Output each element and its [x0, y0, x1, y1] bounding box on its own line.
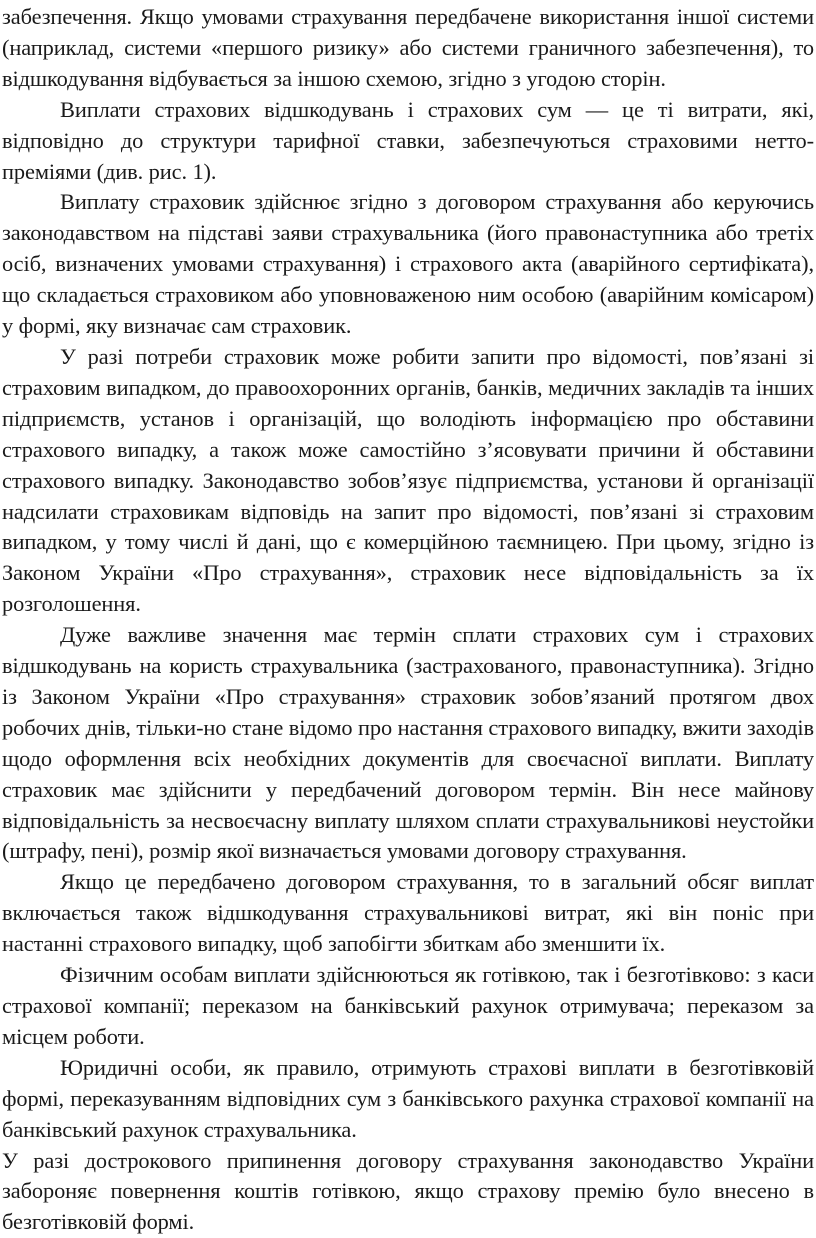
paragraph-legal-entities-payments: Юридичні особи, як правило, отримують страхові виплати в безготівковій формі, переказуванням відповідних сум з банківського рахунка страхової компанії на банківський рахунок страхувальника. — [2, 1054, 814, 1142]
paragraph-expense-compensation: Якщо це передбачено договором страхування, то в загальний обсяг виплат включається також відшкодування страхувальникові витрат, які він поніс при настанні страхового випадку, щоб запобігти збиткам або зменшити їх. — [2, 869, 814, 957]
paragraph-early-termination: У разі дострокового припинення договору страхування законодавство України забороняє повернення коштів готівкою, якщо страхову премію було внесено в безготівковій формі. — [2, 1147, 814, 1235]
paragraph-individuals-payments: Фізичним особам виплати здійснюються як готівкою, так і безготівково: з каси страхової компанії; переказом на банківський рахунок отримувача; переказом за місцем роботи. — [2, 962, 814, 1049]
paragraph-payment-basis: Виплату страховик здійснює згідно з договором страхування або керуючись законодавством на підставі заяви страхувальника (його правонаступника або третіх осіб, визначених умовами страхування) і страхового акта (аварійного сертифіката), що складається страховиком або уповноваженою ним особою (аварійним комісаром) у формі, яку визначає сам страховик. — [2, 189, 814, 339]
paragraph-continued-intro: забезпечення. Якщо умовами страхування передбачене використання іншої системи (наприклад, системи «першого ризику» або системи граничного забезпечення), то відшкодування відбувається за іншою схемою, згідно з угодою сторін. — [2, 4, 814, 91]
paragraph-information-requests: У разі потреби страховик може робити запити про відомості, пов’язані зі страховим випадком, до правоохоронних органів, банків, медичних закладів та інших підприємств, установ і організацій, що володіють інформацією про обставини страхового випадку, а також може самостійно з’ясовувати причини й обставини страхового випадку. Законодавство зобов’язує підприємства, установи й організації надсилати страховикам відповідь на запит про відомості, пов’язані зі страховим випадком, у тому числі й дані, що є комерційною таємницею. При цьому, згідно із Законом України «Про страхування», страховик несе відповідальність за їх розголошення. — [2, 343, 814, 617]
paragraph-payments-definition: Виплати страхових відшкодувань і страхових сум — це ті витрати, які, відповідно до структури тарифної ставки, забезпечуються страховими нетто-преміями (див. рис. 1). — [2, 96, 814, 184]
paragraph-payment-terms: Дуже важливе значення має термін сплати страхових сум і страхових відшкодувань на користь страхувальника (застрахованого, правонаступника). Згідно із Законом України «Про страхування» страховик зобов’язаний протягом двох робочих днів, тільки-но стане відомо про настання страхового випадку, вжити заходів щодо оформлення всіх необхідних документів для своєчасної виплати. Виплату страховик має здійснити у передбачений договором термін. Він несе майнову відповідальність за несвоєчасну виплату шляхом сплати страхувальникові неустойки (штрафу, пені), розмір якої визначається умовами договору страхування. — [2, 622, 814, 864]
